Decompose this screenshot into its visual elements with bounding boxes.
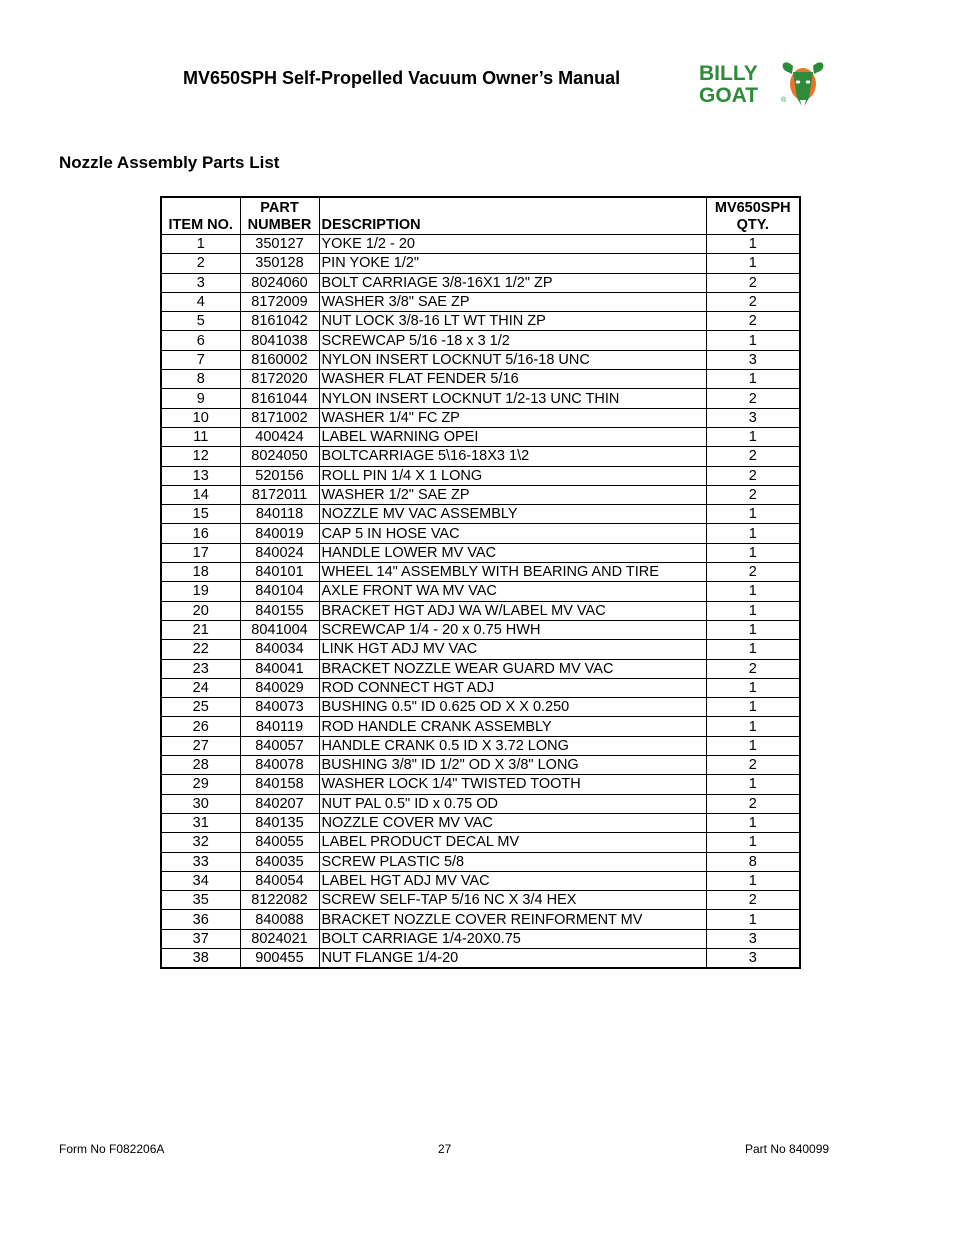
cell-item-no: 18 — [161, 563, 240, 582]
table-row — [161, 871, 800, 890]
table-row — [161, 563, 800, 582]
cell-description: AXLE FRONT WA MV VAC — [319, 582, 706, 601]
cell-qty: 2 — [706, 292, 800, 311]
cell-description: LABEL PRODUCT DECAL MV — [319, 833, 706, 852]
cell-item-no: 1 — [161, 235, 240, 254]
table-row — [161, 331, 800, 350]
cell-part-number: 8172020 — [240, 370, 319, 389]
table-row — [161, 775, 800, 794]
table-row — [161, 543, 800, 562]
cell-qty: 1 — [706, 775, 800, 794]
cell-item-no: 32 — [161, 833, 240, 852]
cell-part-number: 840054 — [240, 871, 319, 890]
cell-qty: 1 — [706, 582, 800, 601]
cell-item-no: 30 — [161, 794, 240, 813]
cell-item-no: 14 — [161, 485, 240, 504]
table-row — [161, 929, 800, 948]
table-row — [161, 235, 800, 254]
cell-description: ROD CONNECT HGT ADJ — [319, 678, 706, 697]
footer-part-number: Part No 840099 — [745, 1142, 830, 1156]
cell-description: LABEL HGT ADJ MV VAC — [319, 871, 706, 890]
cell-qty: 2 — [706, 485, 800, 504]
cell-qty: 3 — [706, 948, 800, 968]
cell-qty: 1 — [706, 427, 800, 446]
cell-part-number: 900455 — [240, 948, 319, 968]
cell-part-number: 840019 — [240, 524, 319, 543]
cell-description: WASHER 1/2" SAE ZP — [319, 485, 706, 504]
table-row — [161, 582, 800, 601]
cell-qty: 2 — [706, 756, 800, 775]
column-header-qty: MV650SPH QTY. — [706, 197, 800, 235]
cell-part-number: 400424 — [240, 427, 319, 446]
cell-item-no: 10 — [161, 408, 240, 427]
cell-item-no: 12 — [161, 447, 240, 466]
cell-part-number: 8024060 — [240, 273, 319, 292]
cell-description: BOLT CARRIAGE 3/8-16X1 1/2" ZP — [319, 273, 706, 292]
cell-qty: 2 — [706, 563, 800, 582]
cell-part-number: 840207 — [240, 794, 319, 813]
cell-description: NYLON INSERT LOCKNUT 1/2-13 UNC THIN — [319, 389, 706, 408]
table-row — [161, 524, 800, 543]
cell-part-number: 8160002 — [240, 350, 319, 369]
cell-part-number: 8171002 — [240, 408, 319, 427]
cell-item-no: 6 — [161, 331, 240, 350]
cell-part-number: 8172011 — [240, 485, 319, 504]
cell-item-no: 16 — [161, 524, 240, 543]
cell-part-number: 350128 — [240, 254, 319, 273]
cell-item-no: 9 — [161, 389, 240, 408]
cell-part-number: 840024 — [240, 543, 319, 562]
cell-description: ROD HANDLE CRANK ASSEMBLY — [319, 717, 706, 736]
cell-qty: 1 — [706, 640, 800, 659]
footer-page-number: 27 — [438, 1142, 452, 1156]
table-row — [161, 891, 800, 910]
cell-qty: 2 — [706, 312, 800, 331]
cell-description: NOZZLE MV VAC ASSEMBLY — [319, 505, 706, 524]
cell-qty: 2 — [706, 466, 800, 485]
cell-description: WASHER 3/8" SAE ZP — [319, 292, 706, 311]
cell-description: BOLT CARRIAGE 1/4-20X0.75 — [319, 929, 706, 948]
cell-part-number: 350127 — [240, 235, 319, 254]
cell-qty: 1 — [706, 235, 800, 254]
cell-part-number: 8161042 — [240, 312, 319, 331]
cell-qty: 8 — [706, 852, 800, 871]
table-row — [161, 794, 800, 813]
cell-qty: 1 — [706, 620, 800, 639]
cell-item-no: 19 — [161, 582, 240, 601]
table-row — [161, 852, 800, 871]
cell-qty: 1 — [706, 910, 800, 929]
cell-item-no: 25 — [161, 698, 240, 717]
cell-part-number: 840135 — [240, 813, 319, 832]
cell-item-no: 38 — [161, 948, 240, 968]
cell-qty: 1 — [706, 717, 800, 736]
table-row — [161, 698, 800, 717]
cell-description: NUT FLANGE 1/4-20 — [319, 948, 706, 968]
footer-form-number: Form No F082206A — [59, 1142, 165, 1156]
cell-part-number: 840041 — [240, 659, 319, 678]
cell-description: BUSHING 3/8" ID 1/2" OD X 3/8" LONG — [319, 756, 706, 775]
section-title: Nozzle Assembly Parts List — [59, 153, 280, 172]
cell-qty: 1 — [706, 524, 800, 543]
cell-qty: 2 — [706, 273, 800, 292]
cell-item-no: 5 — [161, 312, 240, 331]
cell-description: SCREW PLASTIC 5/8 — [319, 852, 706, 871]
cell-part-number: 840118 — [240, 505, 319, 524]
registered-mark: ® — [781, 97, 787, 104]
cell-item-no: 29 — [161, 775, 240, 794]
cell-item-no: 28 — [161, 756, 240, 775]
cell-description: CAP 5 IN HOSE VAC — [319, 524, 706, 543]
cell-item-no: 27 — [161, 736, 240, 755]
cell-description: LINK HGT ADJ MV VAC — [319, 640, 706, 659]
cell-qty: 1 — [706, 736, 800, 755]
cell-item-no: 31 — [161, 813, 240, 832]
cell-qty: 1 — [706, 505, 800, 524]
column-header-description: DESCRIPTION — [319, 197, 706, 235]
cell-item-no: 20 — [161, 601, 240, 620]
cell-description: NYLON INSERT LOCKNUT 5/16-18 UNC — [319, 350, 706, 369]
logo-text-goat: GOAT — [699, 84, 759, 107]
cell-item-no: 11 — [161, 427, 240, 446]
document-title: MV650SPH Self-Propelled Vacuum Owner’s Manual — [183, 68, 621, 88]
cell-item-no: 8 — [161, 370, 240, 389]
table-row — [161, 620, 800, 639]
column-header-part-number: PART NUMBER — [240, 197, 319, 235]
table-row — [161, 505, 800, 524]
cell-part-number: 840078 — [240, 756, 319, 775]
cell-description: NUT PAL 0.5" ID x 0.75 OD — [319, 794, 706, 813]
cell-qty: 3 — [706, 408, 800, 427]
table-row — [161, 350, 800, 369]
cell-item-no: 35 — [161, 891, 240, 910]
cell-qty: 1 — [706, 813, 800, 832]
cell-description: BOLTCARRIAGE 5\16-18X3 1\2 — [319, 447, 706, 466]
cell-description: WASHER LOCK 1/4" TWISTED TOOTH — [319, 775, 706, 794]
cell-item-no: 17 — [161, 543, 240, 562]
cell-part-number: 8024021 — [240, 929, 319, 948]
cell-part-number: 840029 — [240, 678, 319, 697]
table-row — [161, 485, 800, 504]
cell-item-no: 33 — [161, 852, 240, 871]
table-row — [161, 833, 800, 852]
table-row — [161, 756, 800, 775]
cell-item-no: 26 — [161, 717, 240, 736]
table-row — [161, 254, 800, 273]
table-row — [161, 948, 800, 968]
cell-item-no: 36 — [161, 910, 240, 929]
cell-qty: 2 — [706, 891, 800, 910]
cell-qty: 2 — [706, 447, 800, 466]
logo-text-billy: BILLY — [699, 62, 758, 85]
cell-qty: 1 — [706, 871, 800, 890]
table-row — [161, 736, 800, 755]
table-row — [161, 273, 800, 292]
cell-item-no: 22 — [161, 640, 240, 659]
table-row — [161, 640, 800, 659]
cell-description: YOKE 1/2 - 20 — [319, 235, 706, 254]
cell-description: WASHER FLAT FENDER 5/16 — [319, 370, 706, 389]
cell-part-number: 840119 — [240, 717, 319, 736]
table-row — [161, 447, 800, 466]
cell-item-no: 7 — [161, 350, 240, 369]
cell-item-no: 4 — [161, 292, 240, 311]
cell-description: WASHER 1/4" FC ZP — [319, 408, 706, 427]
table-row — [161, 678, 800, 697]
table-row — [161, 408, 800, 427]
cell-part-number: 8041004 — [240, 620, 319, 639]
cell-description: HANDLE CRANK 0.5 ID X 3.72 LONG — [319, 736, 706, 755]
cell-part-number: 840035 — [240, 852, 319, 871]
cell-description: BRACKET HGT ADJ WA W/LABEL MV VAC — [319, 601, 706, 620]
table-row — [161, 717, 800, 736]
cell-part-number: 8024050 — [240, 447, 319, 466]
cell-qty: 1 — [706, 678, 800, 697]
cell-description: BRACKET NOZZLE WEAR GUARD MV VAC — [319, 659, 706, 678]
cell-part-number: 840155 — [240, 601, 319, 620]
cell-part-number: 840104 — [240, 582, 319, 601]
cell-item-no: 34 — [161, 871, 240, 890]
cell-description: SCREWCAP 5/16 -18 x 3 1/2 — [319, 331, 706, 350]
cell-item-no: 37 — [161, 929, 240, 948]
cell-qty: 1 — [706, 698, 800, 717]
cell-item-no: 24 — [161, 678, 240, 697]
table-row — [161, 910, 800, 929]
cell-part-number: 840055 — [240, 833, 319, 852]
cell-item-no: 21 — [161, 620, 240, 639]
cell-part-number: 840057 — [240, 736, 319, 755]
cell-part-number: 840034 — [240, 640, 319, 659]
cell-qty: 1 — [706, 543, 800, 562]
table-row — [161, 427, 800, 446]
cell-description: SCREW SELF-TAP 5/16 NC X 3/4 HEX — [319, 891, 706, 910]
cell-part-number: 8161044 — [240, 389, 319, 408]
cell-part-number: 8122082 — [240, 891, 319, 910]
table-row — [161, 466, 800, 485]
cell-part-number: 840088 — [240, 910, 319, 929]
parts-table — [160, 196, 801, 969]
cell-qty: 3 — [706, 929, 800, 948]
cell-qty: 1 — [706, 331, 800, 350]
cell-description: BUSHING 0.5" ID 0.625 OD X X 0.250 — [319, 698, 706, 717]
cell-description: NUT LOCK 3/8-16 LT WT THIN ZP — [319, 312, 706, 331]
table-row — [161, 370, 800, 389]
table-row — [161, 659, 800, 678]
cell-qty: 3 — [706, 350, 800, 369]
cell-item-no: 15 — [161, 505, 240, 524]
cell-part-number: 840073 — [240, 698, 319, 717]
goat-head-icon — [783, 62, 824, 110]
cell-item-no: 13 — [161, 466, 240, 485]
table-header-row — [161, 197, 800, 235]
parts-table-body — [161, 235, 800, 969]
cell-item-no: 23 — [161, 659, 240, 678]
cell-qty: 1 — [706, 254, 800, 273]
table-row — [161, 389, 800, 408]
cell-qty: 2 — [706, 659, 800, 678]
cell-item-no: 2 — [161, 254, 240, 273]
billy-goat-logo — [697, 58, 827, 112]
table-row — [161, 312, 800, 331]
table-row — [161, 292, 800, 311]
cell-description: SCREWCAP 1/4 - 20 x 0.75 HWH — [319, 620, 706, 639]
cell-qty: 2 — [706, 794, 800, 813]
cell-description: WHEEL 14" ASSEMBLY WITH BEARING AND TIRE — [319, 563, 706, 582]
cell-part-number: 8041038 — [240, 331, 319, 350]
cell-part-number: 8172009 — [240, 292, 319, 311]
cell-description: NOZZLE COVER MV VAC — [319, 813, 706, 832]
column-header-item-no: ITEM NO. — [161, 197, 240, 235]
cell-item-no: 3 — [161, 273, 240, 292]
cell-qty: 1 — [706, 833, 800, 852]
table-row — [161, 813, 800, 832]
cell-description: HANDLE LOWER MV VAC — [319, 543, 706, 562]
table-row — [161, 601, 800, 620]
cell-description: ROLL PIN 1/4 X 1 LONG — [319, 466, 706, 485]
cell-qty: 1 — [706, 370, 800, 389]
cell-part-number: 520156 — [240, 466, 319, 485]
cell-description: LABEL WARNING OPEI — [319, 427, 706, 446]
cell-part-number: 840101 — [240, 563, 319, 582]
cell-part-number: 840158 — [240, 775, 319, 794]
cell-description: PIN YOKE 1/2" — [319, 254, 706, 273]
cell-description: BRACKET NOZZLE COVER REINFORMENT MV — [319, 910, 706, 929]
cell-qty: 2 — [706, 389, 800, 408]
cell-qty: 1 — [706, 601, 800, 620]
